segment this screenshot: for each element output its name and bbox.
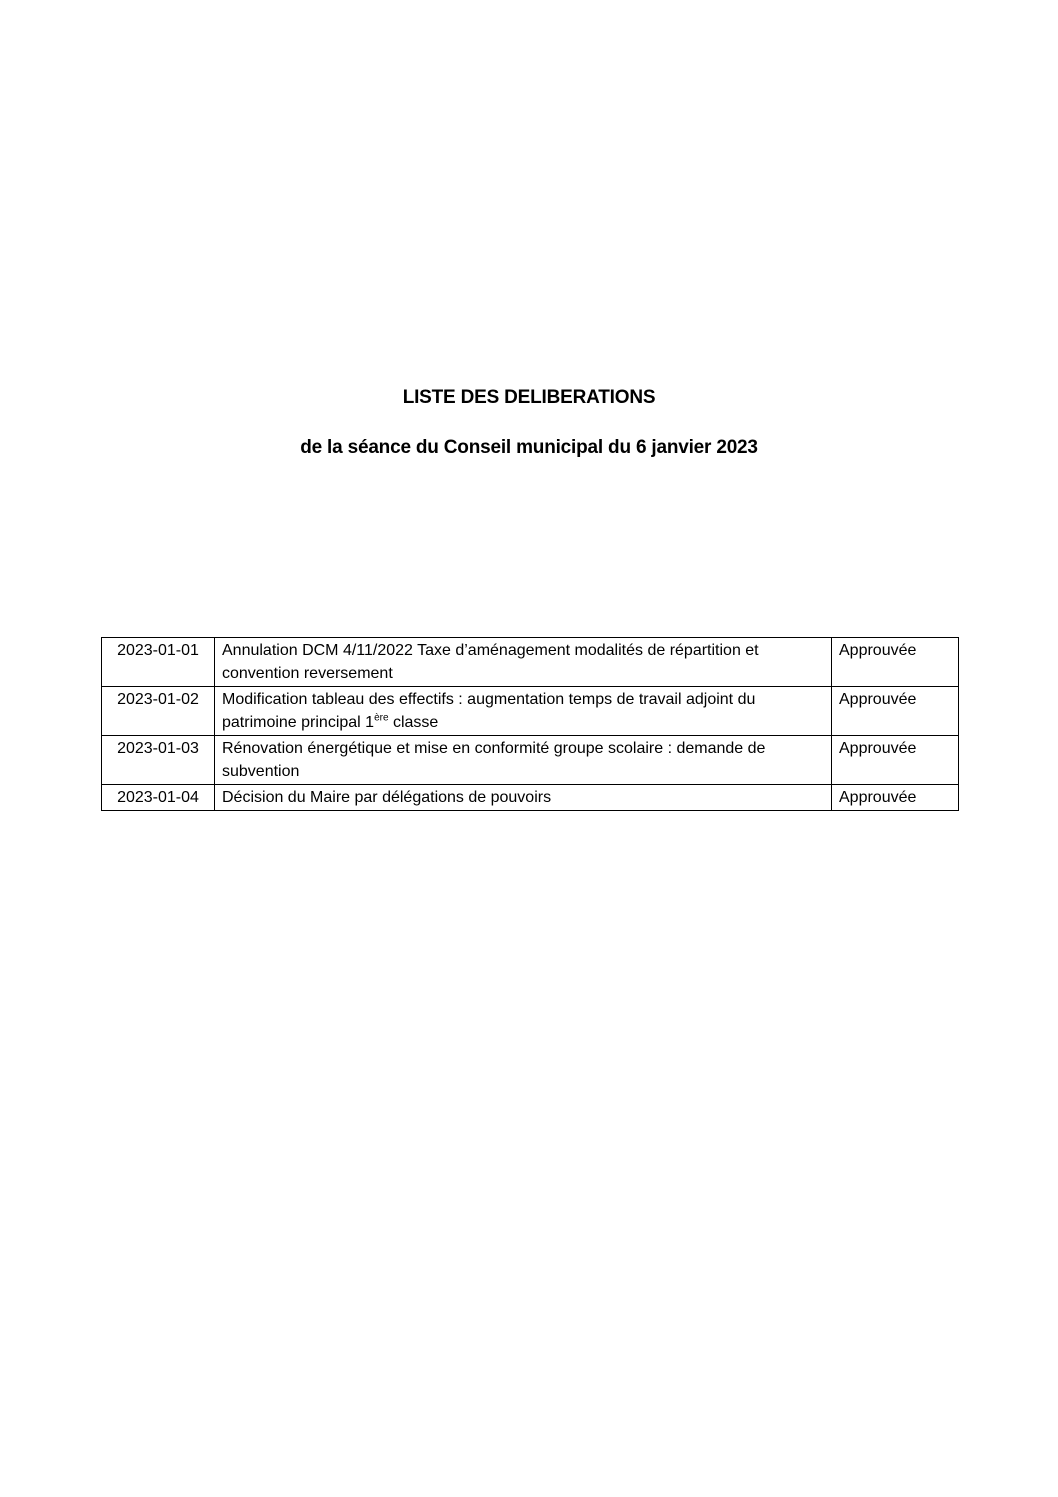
deliberation-number: 2023-01-03	[102, 736, 215, 785]
table-row	[102, 687, 959, 736]
page-title: LISTE DES DELIBERATIONS	[402, 387, 656, 408]
ordinal-superscript: ère	[374, 712, 389, 724]
deliberation-text	[215, 687, 832, 736]
table-row	[102, 736, 959, 785]
table-row	[102, 638, 959, 687]
deliberation-status: Approuvée	[832, 736, 959, 785]
deliberation-text-main: Modification tableau des effectifs : augmentation temps de travail adjoint du patrimoine principal 1	[222, 691, 756, 731]
deliberation-status: Approuvée	[832, 638, 959, 687]
deliberation-text-end: classe	[388, 714, 439, 731]
deliberation-status: Approuvée	[832, 785, 959, 811]
deliberation-text: Annulation DCM 4/11/2022 Taxe d’aménagement modalités de répartition et convention reversement	[215, 638, 832, 687]
deliberation-text: Rénovation énergétique et mise en conformité groupe scolaire : demande de subvention	[215, 736, 832, 785]
deliberation-text: Décision du Maire par délégations de pouvoirs	[215, 785, 832, 811]
deliberation-status: Approuvée	[832, 687, 959, 736]
deliberations-table	[101, 637, 959, 811]
deliberation-number: 2023-01-04	[102, 785, 215, 811]
page-subtitle: de la séance du Conseil municipal du 6 janvier 2023	[300, 437, 758, 458]
deliberation-number: 2023-01-02	[102, 687, 215, 736]
table-row	[102, 785, 959, 811]
deliberation-number: 2023-01-01	[102, 638, 215, 687]
